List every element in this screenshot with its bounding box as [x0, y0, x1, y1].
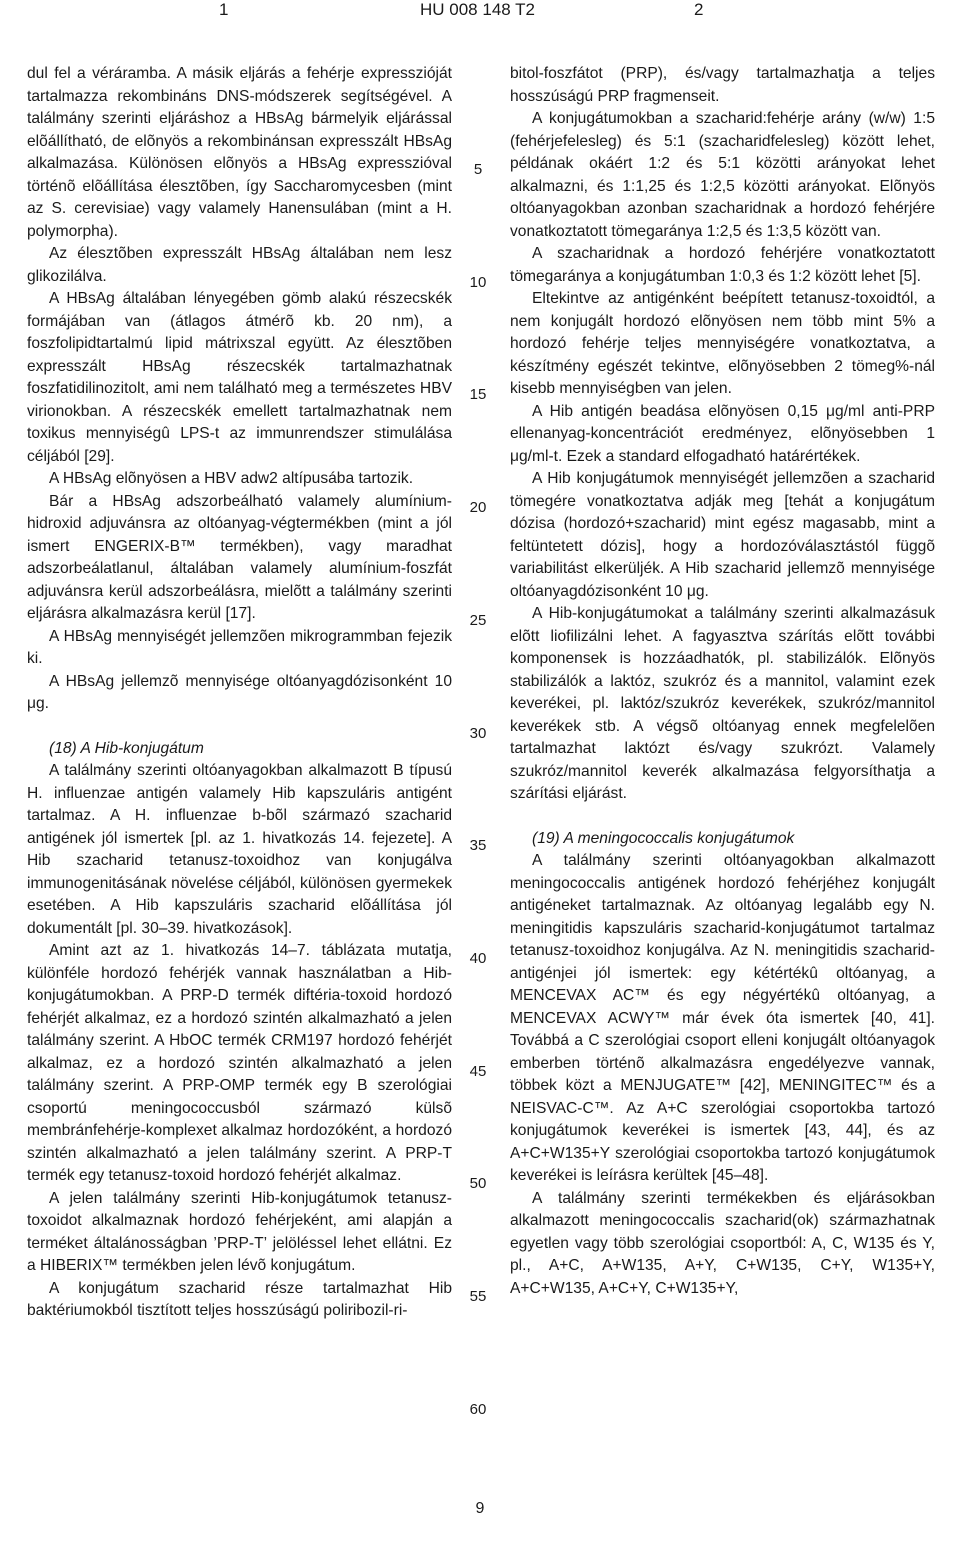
- paragraph: A konjugátum szacharid része tartalmazhat Hib baktériumokból tisztított teljes hosszúságú poliribozil-ri-: [27, 1279, 452, 1319]
- paragraph: bitol-foszfátot (PRP), és/vagy tartalmazhatja a teljes hosszúságú PRP fragmenseit.: [510, 65, 935, 105]
- paragraph: A találmány szerinti oltóanyagokban alkalmazott B típusú H. influenzae antigén valamely Hib kapszuláris antigént tartalmaz. A H. influenzae b-bõl származó szacharid antigének jól ismertek [pl. az 1. hivatkozás 14. fejezete]. A Hib szacharid tetanusz-toxoidhoz van konjugálva immunogenitásának növelése céljából, különösen gyermekek esetében. A Hib kapszuláris szacharid elõállítása jól dokumentált [pl. 30–39. hivatkozások].: [27, 762, 452, 937]
- line-number: 55: [469, 1288, 487, 1305]
- paragraph: A konjugátumokban a szacharid:fehérje arány (w/w) 1:5 (fehérjefelesleg) és 5:1 (szacharidfelesleg) között lehet, példának okáért 1:2 és 5:1 közötti arányokat lehet alkalmazni, és 1:1,25 és 1:2,5 közötti arányokat. Elõnyös oltóanyagokban azonban szacharidnak a hordozó fehérjére vonatkoztatott tömegaránya 1:2,5 és 1:3,5 között van.: [510, 110, 935, 240]
- paragraph: A HBsAg elõnyösen a HBV adw2 altípusába tartozik.: [49, 470, 414, 487]
- line-number: 60: [469, 1400, 487, 1418]
- paragraph: A jelen találmány szerinti Hib-konjugátumok tetanusz-toxoidot alkalmaznak hordozó fehérjeként, ami alapján a terméket általánosságban ’PRP-T’ jelöléssel lehet ellátni. Ez a HIBERIX™ termékben jelen lévõ konjugátum.: [27, 1189, 452, 1274]
- paragraph: A Hib-konjugátumokat a találmány szerinti alkalmazásuk elõtt liofilizálni lehet. A fagyasztva szárítás elõtt további komponensek is hozzáadhatók, pl. stabilizálók. Elõnyös stabilizálók a laktóz, szukróz és a mannitol, valamint ezek keverékei, pl. laktóz/szukróz keverékek, szukróz/mannitol keverékek stb. A végsõ oltóanyag ennek megfelelõen tartalmazhat laktózt és/vagy szukrózt. Valamely szukróz/mannitol keverék alkalmazása felgyorsíthatja a szárítási eljárást.: [510, 605, 935, 802]
- paragraph-gap: [510, 806, 935, 828]
- line-number: 10: [469, 273, 487, 291]
- paragraph: Eltekintve az antigénként beépített tetanusz-toxoidtól, a nem konjugált hordozó elõnyösen nem több mint 5% a hordozó fehérje teljes mennyiségére vonatkoztatva, a készítmény egészét tekintve, elõnyösebben 2 tömeg%-nál kisebb mennyiségben van jelen.: [510, 290, 935, 397]
- left-text-column: [27, 63, 452, 1323]
- paragraph-gap: [27, 716, 452, 738]
- paragraph: dul fel a véráramba. A másik eljárás a fehérje expresszióját tartalmazza rekombináns DNS-módszerek segítségével. A találmány szerinti eljáráshoz a HBsAg bármelyik eljárással elõállítható, de elõnyös a rekombinánsan expresszált HBsAg alkalmazása. Különösen elõnyös a HBsAg expresszióval történõ elõállítása élesztõben, így Saccharomycesben (mint az S. cerevisiae) vagy valamely Hanensulában (mint a H. polymorpha).: [27, 65, 452, 240]
- right-text-column: [510, 63, 935, 1300]
- paragraph: A HBsAg általában lényegében gömb alakú részecskék formájában van (átlagos átmérõ kb. 20 nm), a foszfolipidtartalmú lipid mátrixszal együtt. Az élesztõben expresszált HBsAg részecskék tartalmazhatnak foszfatidilinozitolt, ami nem található meg a természetes HBV virionokban. A részecskék emellett tartalmazhatnak nem toxikus mennyiségû LPS-t az immunrendszer stimulálása céljából [29].: [27, 290, 452, 465]
- line-number: 45: [469, 1062, 487, 1080]
- line-number: 35: [469, 837, 487, 855]
- paragraph: A találmány szerinti termékekben és eljárásokban alkalmazott meningococcalis szacharid(ok) származhatnak egyetlen vagy több szerológiai csoportból: A, C, W135 és Y, pl., A+C, A+W135, A+Y, C+W135, C+Y, W135+Y, A+C+W135, A+C+Y, C+W135+Y,: [510, 1189, 935, 1297]
- paragraph: A Hib konjugátumok mennyiségét jellemzõen a szacharid tömegére vonatkoztatva adják meg [tehát a konjugátum dózisa (hordozó+szacharid) mint egész magasabb, mint a feltüntetett dózis], hogy a hordozóválasztástól függõ variabilitást elkerüljék. A Hib szacharid jellemzõ mennyisége oltóanyagdózisonként 10 μg.: [510, 470, 935, 600]
- paragraph: A HBsAg mennyiségét jellemzõen mikrogrammban fejezik ki.: [27, 627, 452, 667]
- header-left-column-number: 1: [219, 0, 229, 19]
- header-right-column-number: 2: [694, 0, 704, 19]
- paragraph: A Hib antigén beadása elõnyösen 0,15 μg/ml anti-PRP ellenanyag-koncentrációt eredményez, elõnyösebben 1 μg/ml-t. Ezek a standard elfogadható határértékek.: [510, 402, 935, 465]
- page-number: 9: [475, 1500, 485, 1517]
- line-number: 50: [469, 1175, 487, 1193]
- line-number: 20: [469, 499, 487, 517]
- paragraph: A találmány szerinti oltóanyagokban alkalmazott meningococcalis antigének hordozó fehérjéhez konjugált antigéneket tartalmaznak. Az oltóanyag legalább egy N. meningitidis kapszuláris szacharid-konjugátumot tartalmaz tetanusz-toxoidhoz konjugálva. Az N. meningitidis szacharid-antigénjei jól ismertek: egy kétértékû oltóanyag, a MENCEVAX AC™ és egy négyértékû oltóanyag, a MENCEVAX ACWY™ már évek óta ismertek [40, 41]. Továbbá a C szerológiai csoport elleni konjugált oltóanyagok emberben történõ alkalmazásra engedélyezve vannak, többek közt a MENJUGATE™ [42], MENINGITEC™ és a NEISVAC-C™. Az A+C szerológiai csoportokba tartozó konjugátumok keverékei is ismertek [43, 44], és az A+C+W135+Y szerológiai csoportokba tartozó konjugátumok keverékei is leírásra kerültek [45–48].: [510, 852, 935, 1184]
- line-number: 15: [469, 386, 487, 404]
- paragraph: Amint azt az 1. hivatkozás 14–7. táblázata mutatja, különféle hordozó fehérjék vannak használatban a Hib-konjugátumokban. A PRP-D termék diftéria-toxoid hordozó fehérjét alkalmaz, ez a hordozó szintén alkalmazható a jelen találmány szerint. A HbOC termék CRM197 hordozó fehérjét alkalmaz, ez a hordozó szintén alkalmazható a jelen találmány szerint. A PRP-OMP termék egy B szerológiai csoportú meningococcusból származó külsõ membránfehérje-komplexet alkalmaz hordozóként, a hordozó szintén alkalmazható a jelen találmány szerint. A PRP-T termék egy tetanusz-toxoid hordozó fehérjét alkalmaz.: [27, 942, 452, 1184]
- line-number: 40: [469, 949, 487, 967]
- paragraph: Az élesztõben expresszált HBsAg általában nem lesz glikozilálva.: [27, 245, 452, 285]
- line-number: 5: [473, 161, 483, 178]
- line-number: 25: [469, 611, 487, 629]
- line-number: 30: [469, 724, 487, 742]
- section-heading: (19) A meningococcalis konjugátumok: [532, 829, 795, 847]
- paragraph: A szacharidnak a hordozó fehérjére vonatkoztatott tömegaránya a konjugátumban 1:0,3 és 1:2 között lehet [5].: [510, 245, 935, 285]
- paragraph: A HBsAg jellemzõ mennyisége oltóanyagdózisonként 10 μg.: [27, 672, 452, 712]
- paragraph: Bár a HBsAg adszorbeálható valamely alumínium-hidroxid adjuvánsra az oltóanyag-végtermékben (mint a jól ismert ENGERIX-B™ termékben), vagy maradhat adszorbeálatlanul, általában valamely alumínium-foszfát adjuvánsra kerül adszorbeálásra, mielõtt a találmány szerinti eljárásra alkalmazásra kerül [17].: [27, 492, 452, 622]
- header-document-id: HU 008 148 T2: [420, 0, 535, 19]
- section-heading: (18) A Hib-konjugátum: [49, 739, 204, 757]
